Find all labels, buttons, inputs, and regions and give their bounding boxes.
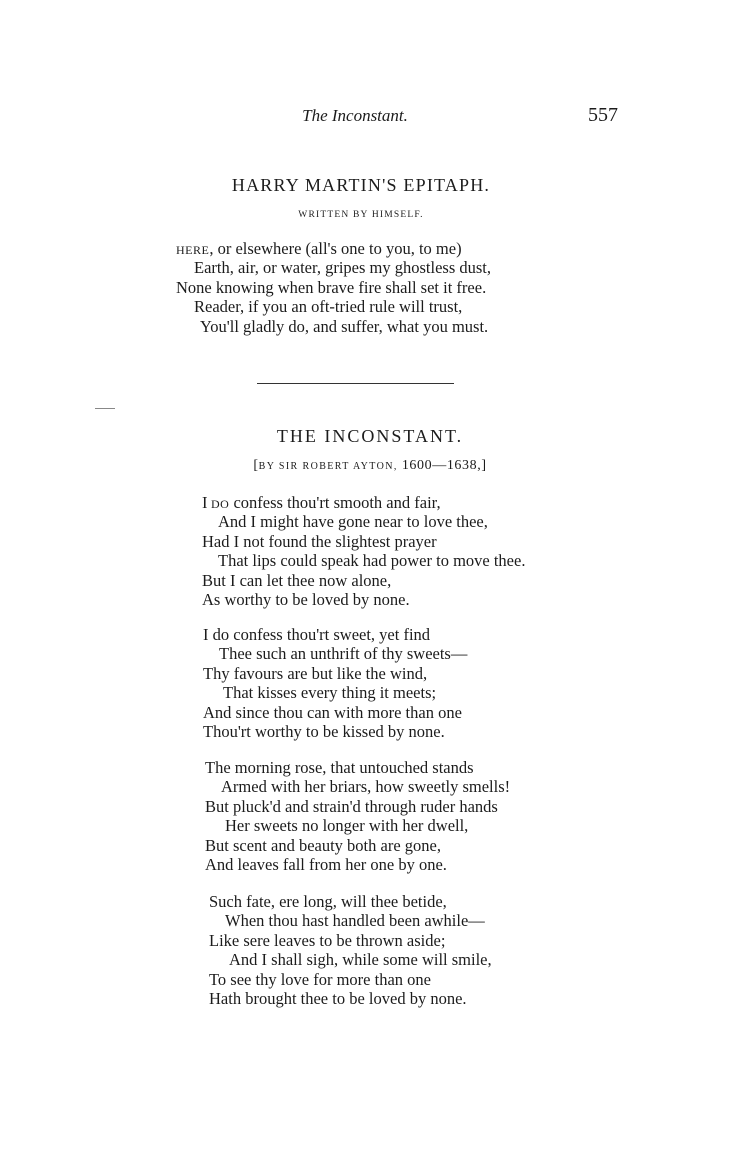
poem-line: That kisses every thing it meets; (223, 683, 437, 703)
margin-mark (95, 408, 115, 409)
poem-line: Thee such an unthrift of thy sweets— (219, 644, 468, 664)
epitaph-title: HARRY MARTIN'S EPITAPH. (231, 175, 491, 195)
poem-line: Such fate, ere long, will thee betide, (209, 892, 447, 911)
poem-line: Hath brought thee to be loved by none. (209, 988, 467, 1008)
stanza-3 (205, 758, 510, 874)
poem-line: And leaves fall from her one by one. (205, 854, 447, 874)
poem-line: Her sweets no longer with her dwell, (225, 816, 469, 836)
poem-line: And I shall sigh, while some will smile, (229, 950, 492, 970)
poem-attribution: [BY SIR ROBERT AYTON, 1600—1638,] (253, 458, 487, 473)
poem-line: Thou'rt worthy to be kissed by none. (203, 721, 445, 741)
epitaph-line: Reader, if you an oft-tried rule will trust, (194, 297, 463, 317)
poem-line: As worthy to be loved by none. (202, 589, 410, 609)
poem-line: To see thy love for more than one (209, 969, 431, 989)
epitaph-line: You'll gladly do, and suffer, what you must. (200, 316, 489, 336)
epitaph-line: HERE, or elsewhere (all's one to you, to me) (176, 239, 462, 258)
poem-line: And I might have gone near to love thee, (218, 512, 488, 532)
running-title: The Inconstant. (302, 106, 408, 125)
poem-line: Had I not found the slightest prayer (202, 531, 437, 551)
poem-title: THE INCONSTANT. (276, 426, 464, 446)
poem-line: The morning rose, that untouched stands (205, 758, 474, 777)
epitaph-first-word: HERE (176, 243, 210, 257)
poem-line: That lips could speak had power to move thee. (218, 551, 526, 571)
epitaph-subtitle: WRITTEN BY HIMSELF. (298, 210, 424, 220)
poem-line: I DO confess thou'rt smooth and fair, (202, 493, 441, 512)
poem-line: Thy favours are but like the wind, (203, 663, 428, 683)
section-divider (257, 383, 454, 384)
poem-line: But scent and beauty both are gone, (205, 835, 441, 855)
poem-line: When thou hast handled been awhile— (225, 911, 485, 931)
poem-line: And since thou can with more than one (203, 702, 462, 722)
poem-line: But pluck'd and strain'd through ruder hands (205, 796, 498, 816)
stanza-4 (209, 892, 492, 1008)
poem-line: Like sere leaves to be thrown aside; (209, 930, 446, 950)
epitaph-line: Earth, air, or water, gripes my ghostless dust, (194, 258, 491, 278)
poem-line: Armed with her briars, how sweetly smells! (221, 777, 511, 797)
stanza-2 (203, 625, 467, 741)
stanza-1 (202, 493, 525, 609)
poem-line: But I can let thee now alone, (202, 570, 392, 590)
poem-line: I do confess thou'rt sweet, yet find (203, 625, 431, 644)
epitaph-line: None knowing when brave fire shall set it free. (176, 277, 487, 297)
epitaph-stanza (176, 239, 491, 336)
page-number: 557 (588, 104, 618, 126)
